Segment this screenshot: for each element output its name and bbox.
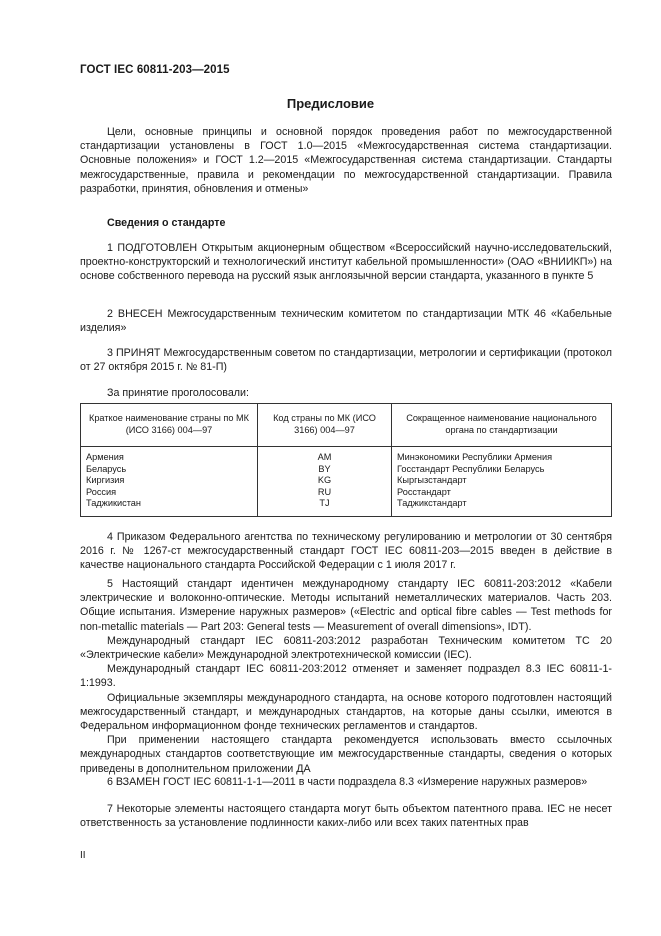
table-row xyxy=(81,498,612,516)
item-6-block xyxy=(80,775,612,789)
country-cell: Армения xyxy=(81,447,258,464)
body-cell: Таджикстандарт xyxy=(392,498,612,516)
standard-info-heading-block xyxy=(80,216,612,230)
intro-paragraph: Цели, основные принципы и основной порядок проведения работ по межгосударственной стандартизации установлены в ГОСТ 1.0—2015 «Межгосударственная система стандартизации. Основные положения» и ГОСТ 1.2—2015 «Межгосударственная система стандартизации. Стандарты межгосударственные, правила и рекомендации по межгосударственной стандартизации. Правила разработки, принятия, обновления и отмены» xyxy=(80,126,612,195)
country-cell: Таджикистан xyxy=(81,498,258,516)
item-1-block xyxy=(80,241,612,284)
item-5-paragraph: 5 Настоящий стандарт идентичен международному стандарту IEC 60811-203:2012 «Кабели электрические и волоконно-оптические. Методы испытаний неметаллических материалов. Часть 203. Общие испытания. Измерение наружных размеров» («Electric and optical fibre cables — Test methods for non-metallic materials — Part 203: General tests — Measurement of overall dimensions», IDT). xyxy=(80,578,612,633)
code-cell: AM xyxy=(258,447,392,464)
page-title: Предисловие xyxy=(286,96,375,111)
table-row xyxy=(81,487,612,499)
item-5-developer-paragraph: Международный стандарт IEC 60811-203:2012 разработан Техническим комитетом TC 20 «Электрические кабели» Международной электротехнической комиссии (IEC). xyxy=(80,634,612,662)
item-1-paragraph: 1 ПОДГОТОВЛЕН Открытым акционерным обществом «Всероссийский научно-исследовательский, проектно-конструкторский и технологический институт кабельной промышленности» (ОАО «ВНИИКП») на основе собственного перевода на русский язык англоязычной версии стандарта, указанного в пункте 5 xyxy=(80,242,612,283)
item-4-block xyxy=(80,530,612,573)
vote-label-block xyxy=(80,386,612,400)
body-cell: Госстандарт Республики Беларусь xyxy=(392,464,612,476)
code-cell: TJ xyxy=(258,498,392,516)
standard-info-heading: Сведения о стандарте xyxy=(107,217,226,229)
body-cell: Росстандарт xyxy=(392,487,612,499)
document-header: ГОСТ IEC 60811-203—2015 xyxy=(80,64,230,76)
item-5-replaces-paragraph: Международный стандарт IEC 60811-203:2012 отменяет и заменяет подраздел 8.3 IEC 60811-1-1:1993. xyxy=(80,663,612,690)
item-6-paragraph: 6 ВЗАМЕН ГОСТ IEC 60811-1-1—2011 в части подраздела 8.3 «Измерение наружных размеров» xyxy=(107,776,588,788)
vote-table-header-code: Код страны по МК (ИСО 3166) 004—97 xyxy=(258,404,392,447)
code-cell: BY xyxy=(258,464,392,476)
code-cell: RU xyxy=(258,487,392,499)
item-7-block xyxy=(80,802,612,830)
vote-table-header-body: Сокращенное наименование национального органа по стандартизации xyxy=(392,404,612,447)
body-cell: Минэкономики Республики Армения xyxy=(392,447,612,464)
page-number: II xyxy=(80,850,86,861)
vote-label: За принятие проголосовали: xyxy=(107,387,249,399)
table-row xyxy=(81,475,612,487)
code-cell: KG xyxy=(258,475,392,487)
vote-table-header-country: Краткое наименование страны по МК (ИСО 3166) 004—97 xyxy=(81,404,258,447)
table-row xyxy=(81,464,612,476)
item-4-paragraph: 4 Приказом Федерального агентства по техническому регулированию и метрологии от 30 сентября 2016 г. № 1267-ст межгосударственный стандарт ГОСТ IEC 60811-203—2015 введен в действие в качестве национального стандарта Российской Федерации с 1 июля 2017 г. xyxy=(80,531,612,572)
item-3-block xyxy=(80,346,612,374)
vote-table-header-row xyxy=(81,404,612,447)
country-cell: Беларусь xyxy=(81,464,258,476)
country-cell: Киргизия xyxy=(81,475,258,487)
item-5-application-paragraph: При применении настоящего стандарта рекомендуется использовать вместо ссылочных международных стандартов соответствующие им межгосударственные стандарты, сведения о которых приведены в дополнительном приложении ДА xyxy=(80,734,612,775)
item-7-paragraph: 7 Некоторые элементы настоящего стандарта могут быть объектом патентного права. IEC не несет ответственность за установление подлинности каких-либо или всех таких патентных прав xyxy=(80,803,612,830)
item-2-paragraph: 2 ВНЕСЕН Межгосударственным техническим комитетом по стандартизации МТК 46 «Кабельные изделия» xyxy=(80,308,612,335)
vote-table xyxy=(80,403,612,517)
table-row xyxy=(81,447,612,464)
intro-block xyxy=(80,125,612,196)
item-5-block xyxy=(80,577,612,776)
item-3-paragraph: 3 ПРИНЯТ Межгосударственным советом по стандартизации, метрологии и сертификации (протокол от 27 октября 2015 г. № 81-П) xyxy=(80,347,612,374)
item-5-official-copies-paragraph: Официальные экземпляры международного стандарта, на основе которого подготовлен настоящий межгосударственный стандарт, и международных стандартов, на которые даны ссылки, имеются в Федеральном информационном фонде технических регламентов и стандартов. xyxy=(80,691,612,733)
body-cell: Кыргызстандарт xyxy=(392,475,612,487)
country-cell: Россия xyxy=(81,487,258,499)
item-2-block xyxy=(80,307,612,335)
